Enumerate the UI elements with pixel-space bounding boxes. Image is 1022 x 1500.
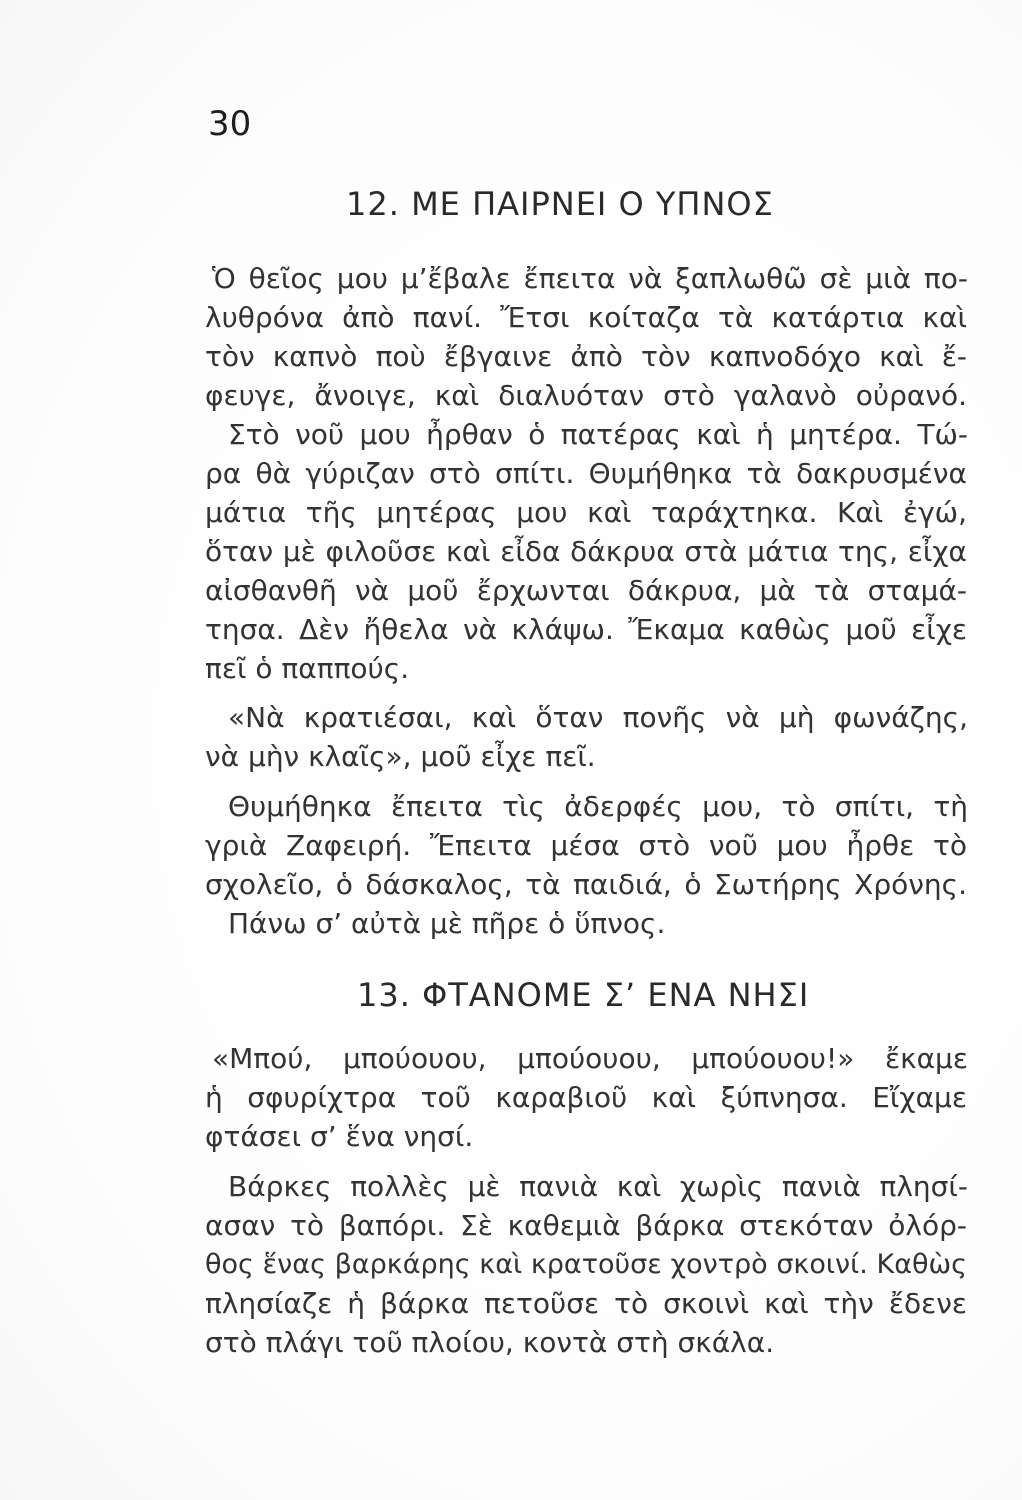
chapter-heading-13: 13. ΦΤΑΝΟΜΕ Σ’ ΕΝΑ ΝΗΣΙ <box>357 976 810 1014</box>
text-line: Ὁ θεῖος μου μ’ἔβαλε ἔπειτα νὰ ξαπλωθῶ σὲ μιὰ πο- <box>212 262 968 295</box>
text-line: Θυμήθηκα ἔπειτα τὶς ἀδερφές μου, τὸ σπίτι, τὴ <box>228 790 968 823</box>
text-line: αἰσθανθῆ νὰ μοῦ ἔρχωνται δάκρυα, μὰ τὰ σταμά- <box>205 574 967 607</box>
text-line: πλησίαζε ἡ βάρκα πετοῦσε τὸ σκοινὶ καὶ τὴν ἔδενε <box>205 1287 967 1320</box>
text-line: «Νὰ κρατιέσαι, καὶ ὅταν πονῆς νὰ μὴ φωνάζης, <box>228 701 968 734</box>
text-line: θος ἕνας βαρκάρης καὶ κρατοῦσε χοντρὸ σκοινί. Καθὼς <box>205 1249 967 1280</box>
text-line: ασαν τὸ βαπόρι. Σὲ καθεμιὰ βάρκα στεκόταν ὀλόρ- <box>205 1209 967 1242</box>
text-line: ρα θὰ γύριζαν στὸ σπίτι. Θυμήθηκα τὰ δακρυσμένα <box>205 457 967 490</box>
text-line: σχολεῖο, ὁ δάσκαλος, τὰ παιδιά, ὁ Σωτήρης Χρόνης. <box>205 868 967 901</box>
text-line: φευγε, ἄνοιγε, καὶ διαλυόταν στὸ γαλανὸ οὐρανό. <box>205 379 967 412</box>
text-line: ἡ σφυρίχτρα τοῦ καραβιοῦ καὶ ξύπνησα. Εἴχαμε <box>205 1081 967 1114</box>
text-line: Βάρκες πολλὲς μὲ πανιὰ καὶ χωρὶς πανιὰ πλησί- <box>228 1170 968 1203</box>
text-line: γριὰ Ζαφειρή. Ἔπειτα μέσα στὸ νοῦ μου ἦρθε τὸ <box>205 829 967 862</box>
text-line: φτάσει σ’ ἕνα νησί. <box>205 1120 474 1153</box>
text-line: τησα. Δὲν ἤθελα νὰ κλάψω. Ἔκαμα καθὼς μοῦ εἶχε <box>205 613 967 646</box>
text-line: πεῖ ὁ παππούς. <box>205 652 410 685</box>
page-number: 30 <box>208 104 252 144</box>
text-line: λυθρόνα ἀπὸ πανί. Ἔτσι κοίταζα τὰ κατάρτια καὶ <box>205 301 967 334</box>
text-line: ὅταν μὲ φιλοῦσε καὶ εἶδα δάκρυα στὰ μάτια της, εἶχα <box>205 535 967 568</box>
text-line: τὸν καπνὸ ποὺ ἔβγαινε ἀπὸ τὸν καπνοδόχο καὶ ἔ- <box>205 340 967 373</box>
text-line: Πάνω σ’ αὐτὰ μὲ πῆρε ὁ ὕπνος. <box>228 907 666 940</box>
text-line: Στὸ νοῦ μου ἦρθαν ὁ πατέρας καὶ ἡ μητέρα. Τώ- <box>228 418 968 451</box>
text-line: μάτια τῆς μητέρας μου καὶ ταράχτηκα. Καὶ ἐγώ, <box>205 496 967 529</box>
text-line: στὸ πλάγι τοῦ πλοίου, κοντὰ στὴ σκάλα. <box>205 1326 775 1359</box>
text-line: νὰ μὴν κλαῖς», μοῦ εἶχε πεῖ. <box>205 740 596 773</box>
chapter-heading-12: 12. ΜΕ ΠΑΙΡΝΕΙ Ο ΥΠΝΟΣ <box>346 185 774 223</box>
text-line: «Μπού, μπούουου, μπούουου, μπούουου!» ἔκαμε <box>212 1042 968 1075</box>
